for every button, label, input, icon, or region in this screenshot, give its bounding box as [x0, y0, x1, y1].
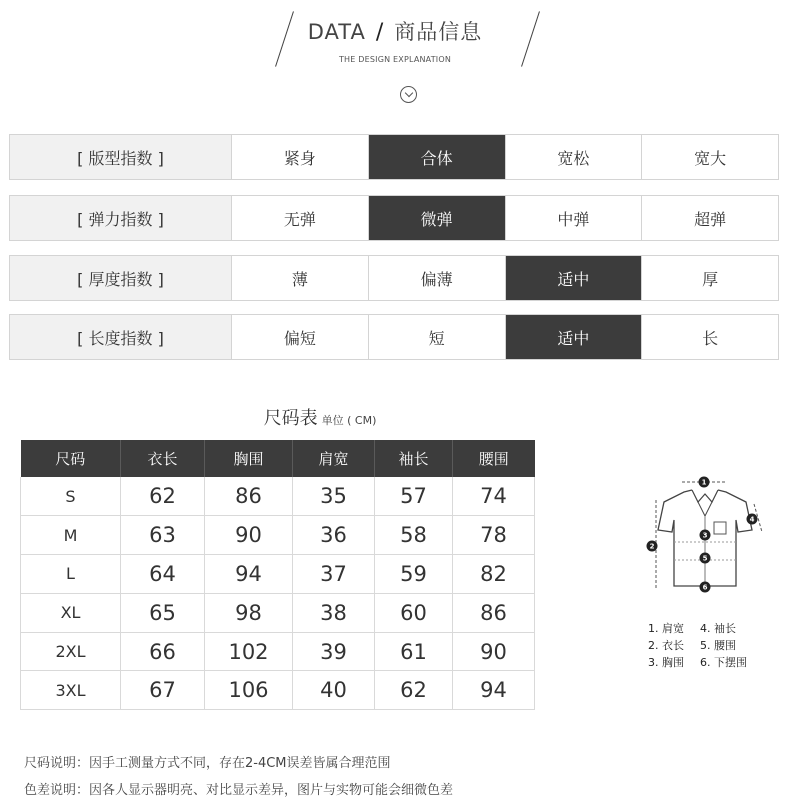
marker-5-label: 5	[702, 554, 708, 563]
shirt-measurement-diagram	[636, 472, 776, 604]
measurement-cell: 58	[375, 516, 453, 555]
index-option: 短	[369, 315, 506, 359]
color-note: 色差说明：因各人显示器明亮、对比显示差异，图片与实物可能会细微色差	[24, 783, 454, 798]
index-option: 无弹	[232, 196, 369, 240]
index-option: 紧身	[232, 135, 369, 179]
measurement-cell: 65	[121, 593, 205, 632]
measurement-cell: 90	[453, 632, 535, 671]
table-row	[21, 516, 535, 555]
index-row	[9, 195, 779, 241]
table-row	[21, 477, 535, 516]
legend-row	[648, 620, 752, 637]
index-option-selected: 合体	[369, 135, 506, 179]
legend-item: 4. 袖长	[700, 622, 736, 635]
index-option-selected: 适中	[506, 256, 643, 300]
measurement-cell: 38	[293, 593, 375, 632]
measurement-cell: 37	[293, 555, 375, 594]
marker-4-label: 4	[749, 515, 755, 524]
section-header	[0, 0, 790, 110]
index-option: 长	[702, 328, 719, 348]
size-cell: 3XL	[21, 671, 121, 710]
measurement-cell: 86	[205, 477, 293, 516]
page-subtitle: THE DESIGN EXPLANATION	[338, 55, 452, 64]
size-chart-title	[0, 404, 640, 430]
measurement-cell: 57	[375, 477, 453, 516]
size-chart-title-text: 尺码表	[263, 408, 318, 429]
index-label: [ 版型指数 ]	[10, 135, 232, 179]
size-note: 尺码说明：因手工测量方式不同，存在2-4CM误差皆属合理范围	[24, 756, 391, 771]
legend-item: 2. 衣长	[648, 639, 684, 652]
diagram-legend	[648, 620, 752, 671]
size-chart-unit: 单位 ( CM)	[321, 414, 377, 427]
measurement-cell: 61	[375, 632, 453, 671]
table-row	[21, 593, 535, 632]
index-option: 宽大	[694, 148, 727, 168]
index-option: 偏短	[232, 315, 369, 359]
legend-item: 1. 肩宽	[648, 622, 684, 635]
measurement-cell: 62	[375, 671, 453, 710]
measurement-cell: 66	[121, 632, 205, 671]
measurement-cell: 63	[121, 516, 205, 555]
notes	[24, 750, 453, 804]
table-row	[21, 555, 535, 594]
index-option: 超弹	[694, 209, 727, 229]
measurement-cell: 67	[121, 671, 205, 710]
table-row	[21, 632, 535, 671]
index-label: [ 长度指数 ]	[10, 315, 232, 359]
legend-item: 6. 下摆围	[700, 656, 747, 669]
marker-2-label: 2	[649, 542, 655, 551]
index-row	[9, 255, 779, 301]
measurement-cell: 74	[453, 477, 535, 516]
measurement-cell: 64	[121, 555, 205, 594]
column-header: 肩宽	[293, 440, 375, 477]
size-table-header	[21, 440, 535, 477]
column-header: 胸围	[205, 440, 293, 477]
page-title	[0, 16, 790, 46]
index-row	[9, 314, 779, 360]
measurement-cell: 82	[453, 555, 535, 594]
index-label: [ 厚度指数 ]	[10, 256, 232, 300]
legend-row	[648, 654, 752, 671]
measurement-cell: 59	[375, 555, 453, 594]
measurement-cell: 102	[205, 632, 293, 671]
measurement-cell: 86	[453, 593, 535, 632]
measurement-cell: 106	[205, 671, 293, 710]
column-header: 袖长	[375, 440, 453, 477]
size-table	[20, 440, 535, 710]
index-option-selected: 适中	[506, 315, 643, 359]
size-cell: L	[21, 555, 121, 594]
measurement-cell: 62	[121, 477, 205, 516]
measurement-cell: 35	[293, 477, 375, 516]
column-header: 尺码	[21, 440, 121, 477]
measurement-cell: 60	[375, 593, 453, 632]
size-cell: XL	[21, 593, 121, 632]
measurement-cell: 90	[205, 516, 293, 555]
measurement-cell: 94	[205, 555, 293, 594]
index-option: 厚	[702, 269, 719, 289]
index-option-selected: 微弹	[369, 196, 506, 240]
size-cell: S	[21, 477, 121, 516]
legend-item: 5. 腰围	[700, 639, 736, 652]
measurement-cell: 40	[293, 671, 375, 710]
index-label: [ 弹力指数 ]	[10, 196, 232, 240]
title-en: DATA	[307, 20, 366, 44]
title-cn: 商品信息	[394, 20, 483, 44]
index-option: 宽松	[506, 135, 643, 179]
title-separator: /	[375, 20, 385, 45]
table-row	[21, 671, 535, 710]
measurement-cell: 98	[205, 593, 293, 632]
column-header: 腰围	[453, 440, 535, 477]
marker-6-label: 6	[702, 583, 708, 592]
legend-row	[648, 637, 752, 654]
marker-1-label: 1	[701, 478, 707, 487]
measurement-cell: 36	[293, 516, 375, 555]
measurement-cell: 94	[453, 671, 535, 710]
size-cell: M	[21, 516, 121, 555]
index-option: 偏薄	[369, 256, 506, 300]
measurement-cell: 39	[293, 632, 375, 671]
marker-3-label: 3	[702, 531, 708, 540]
index-option: 薄	[232, 256, 369, 300]
size-cell: 2XL	[21, 632, 121, 671]
index-option: 中弹	[506, 196, 643, 240]
chevron-down-icon	[400, 86, 417, 103]
column-header: 衣长	[121, 440, 205, 477]
legend-item: 3. 胸围	[648, 656, 684, 669]
measurement-cell: 78	[453, 516, 535, 555]
index-row	[9, 134, 779, 180]
